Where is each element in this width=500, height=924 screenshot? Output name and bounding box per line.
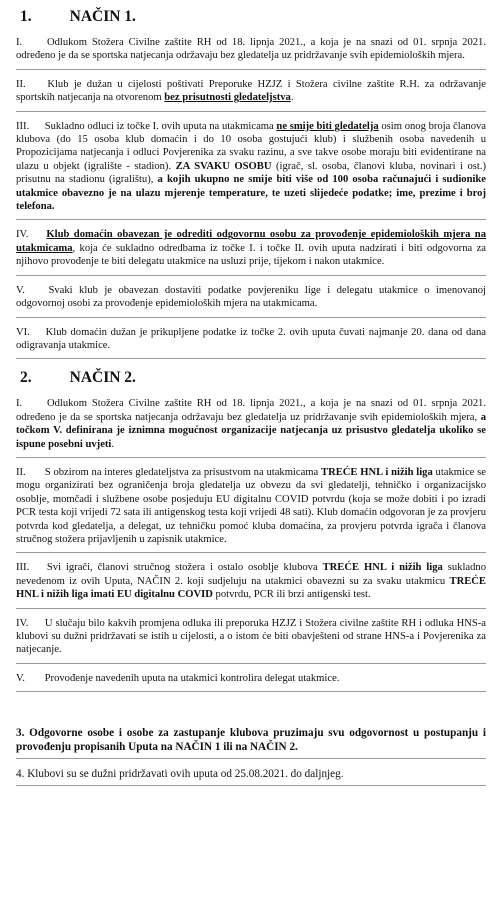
section1-heading <box>16 8 486 26</box>
closing-text: 4. Klubovi su se dužni pridržavati ovih uputa od 25.08.2021. do daljnjeg. <box>16 768 344 781</box>
paragraph-text: S obzirom na interes gledateljstva za prisustvom na utakmicama <box>44 466 321 478</box>
section2-paragraph-2 <box>16 466 486 553</box>
emphasis-text: ne smije biti gledatelja <box>276 120 379 132</box>
paragraph-text: Svaki klub je obavezan dostaviti podatke povjereniku lige i delegatu utakmice o imenovanoj odgovornoj osobi za provođenje epidemioloških mjera na utakmicama. <box>16 284 486 310</box>
paragraph-number: II. <box>16 466 26 478</box>
emphasis-text: TREĆE HNL i nižih liga <box>322 562 443 574</box>
emphasis-text: a kojih ukupno ne smije biti više od 100 osoba računajući i sudionike utakmice obavezno je na ulazu mjerenje temperature, te uzeti slijedeće podatke; ime, prezime i broj telefona. <box>16 174 486 213</box>
section2-title: NAČIN 2. <box>69 369 136 387</box>
paragraph-text: , koja će sukladno odredbama iz točke I. i točke II. ovih uputa nadzirati i biti odgovorna za njihovo provođenje te biti delegatu utakmice na usluzi prije, tijekom i nakon utakmice. <box>16 242 486 268</box>
closing-item-4 <box>16 767 486 786</box>
paragraph-text: Odlukom Stožera Civilne zaštite RH od 18. lipnja 2021., a koja je na snazi od 01. srpnja 2021. određeno je da se sportska natjecanja održavaju bez gledatelja uz pridržavanje svih epidemioloških mjera, <box>16 398 486 423</box>
section2-number: 2. <box>20 369 32 387</box>
paragraph-number: V. <box>16 284 25 296</box>
paragraph-text: U slučaju bilo kakvih promjena odluka ili preporuka HZJZ i Stožera civilne zaštite RH i odluka HNS-a klubovi su dužni pridržavati se istih u cijelosti, a o istom će biti obavješteni od strane HNS-a i Povjerenika za natjecanje. <box>16 617 487 656</box>
paragraph-text: Svi igrači, članovi stručnog stožera i ostalo osoblje klubova <box>46 562 323 574</box>
paragraph-text: Klub domaćin dužan je prikupljene podatke iz točke 2. ovih uputa čuvati najmanje 20. dana od dana odigravanja utakmice. <box>16 326 486 351</box>
paragraph-text: Sukladno odluci iz točke I. ovih uputa na utakmicama <box>44 120 277 132</box>
paragraph-text: utakmice se mogu organizirati bez ograničenja broja gledatelja uz obvezu da svi gledatelji, tehničko i organizacijsko osoblje, momčadi i službene osobe posjeduju EU digitalnu COVID potvrdu (koja se može dobiti i po izradi PCR testa koji vrijedi 72 sata ili antigenskog testa koji vrijedi 48 sati). Klub domaćin odgovoran je za provjeru potvrda kod gledatelja, a delegat, uz tehničku pomoć kluba domaćina, za provjeru potvrda igrača i članova stručnog stožera prijavljenih u zapisnik utakmice. <box>16 466 486 545</box>
paragraph-text: Odlukom Stožera Civilne zaštite RH od 18. lipnja 2021., a koja je na snazi od 01. srpnja 2021. određeno je da se sportska natjecanja održavaju bez gledatelja uz pridržavanje svih epidemioloških mjera. <box>16 37 486 62</box>
section1-paragraph-1 <box>16 36 486 70</box>
paragraph-text: sukladno nevedenom iz ovih Uputa, NAČIN 2. koji sudjeluju na utakmici obavezni su za svaku utakmicu <box>16 562 486 587</box>
paragraph-number: VI. <box>16 326 30 338</box>
paragraph-text: Klub je dužan u cijelosti poštivati Preporuke HZJZ i Stožera civilne zaštite R.H. za održavanje sportskih natjecanja na otvorenom <box>16 78 486 104</box>
emphasis-text: bez prisutnosti gledateljstva <box>164 92 291 104</box>
emphasis-text: ZA SVAKU OSOBU <box>175 160 272 172</box>
section1-paragraph-6 <box>16 326 486 360</box>
paragraph-number: V. <box>16 672 25 684</box>
section1-number: 1. <box>20 8 32 25</box>
section2-paragraph-3 <box>16 561 486 608</box>
emphasis-text: TREĆE HNL i nižih liga imati EU digitalnu COVID <box>16 575 486 601</box>
paragraph-text: osim onog broja članova klubova (do 15 osoba klub domaćin i do 10 osoba gostujući klub) i službenih osoba navedenih u Propozicijama natjecanja i odluci Povjerenika za svaku razinu, a sve takve osobe moraju biti evidentirane na ulazu u objekt (igralište - stadion). <box>16 120 486 172</box>
paragraph-text: (igrač, sl. osoba, članovi kluba, novinari i ost.) prisutnu na stadionu (igralištu), <box>16 160 486 186</box>
paragraph-number: I. <box>16 37 23 48</box>
section2-heading <box>16 369 486 387</box>
section2-paragraph-4 <box>16 617 486 664</box>
paragraph-number: IV. <box>16 229 29 241</box>
closing-item-3 <box>16 726 486 759</box>
paragraph-number: III. <box>16 120 30 132</box>
paragraph-number: II. <box>16 78 26 90</box>
section1-paragraph-3 <box>16 120 486 221</box>
section2-paragraph-1 <box>16 397 486 458</box>
emphasis-text: Klub domaćin obavezan je odrediti odgovornu osobu za provođenje epidemioloških mjera na utakmicama <box>16 229 486 254</box>
paragraph-text: . <box>290 92 294 104</box>
paragraph-text: . <box>111 438 115 450</box>
section2-paragraph-5 <box>16 672 486 692</box>
section1-paragraph-5 <box>16 284 486 318</box>
section1-title: NAČIN 1. <box>69 8 136 25</box>
paragraph-number: IV. <box>16 617 29 629</box>
closing-text: 3. Odgovorne osobe i osobe za zastupanje klubova pruzimaju svu odgovornost u postupanju i provođenju propisanih Uputa na NAČIN 1 ili na NAČIN 2. <box>16 727 486 754</box>
paragraph-text: Provođenje navedenih uputa na utakmici kontrolira delegat utakmice. <box>44 672 340 684</box>
emphasis-text: a točkom V. definirana je iznimna mogućnost organizacije natjecanja uz prisustvo gledatelja ukoliko se ispune posebni uvjeti <box>16 411 486 450</box>
paragraph-number: I. <box>16 398 23 410</box>
emphasis-text: TREĆE HNL i nižih liga <box>321 466 433 478</box>
paragraph-number: III. <box>16 562 30 574</box>
section1-paragraph-2 <box>16 78 486 112</box>
paragraph-text: potvrdu, PCR ili brzi antigenski test. <box>212 589 371 601</box>
section1-paragraph-4 <box>16 228 486 275</box>
